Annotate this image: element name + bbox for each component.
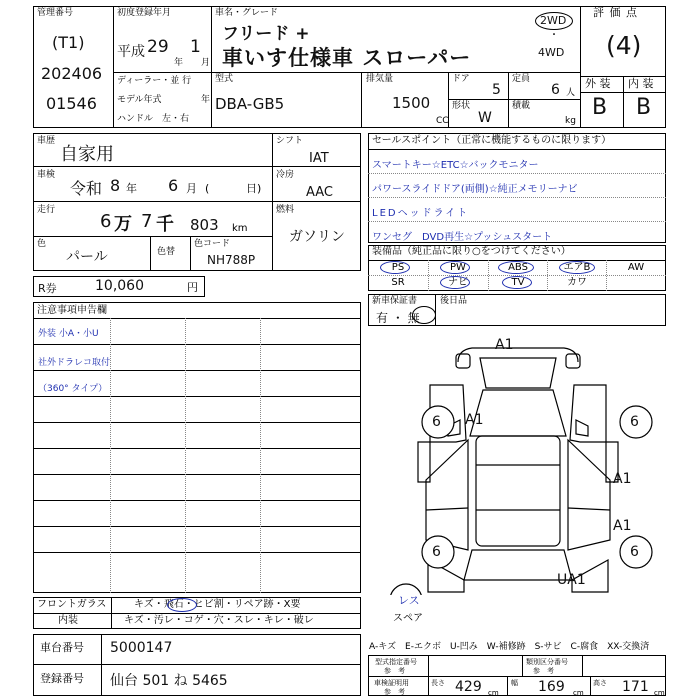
score-value: (4) (606, 31, 642, 60)
car-left-front-tire-area (418, 442, 430, 482)
width-value: 169 (538, 679, 565, 695)
spare-label: スペア (393, 613, 423, 624)
shaken-month: 6 (168, 176, 179, 195)
notes-rule (33, 474, 361, 475)
chassis-value: 5000147 (110, 640, 173, 656)
divider (33, 613, 361, 614)
length-label: 長さ (431, 679, 445, 687)
divider (435, 294, 436, 326)
warranty-value: 有 ・ 無 (376, 311, 420, 325)
tire-value-right-front: 6 (630, 414, 639, 430)
shaken-month-unit: 月 (186, 182, 197, 195)
car-right-mirror (576, 420, 588, 436)
exterior-grade: B (592, 95, 608, 120)
divider (508, 72, 509, 128)
car-right-door-line (568, 508, 610, 510)
tire-value-right-rear: 6 (630, 544, 639, 560)
ac-value: AAC (306, 185, 333, 200)
sales-point-item: ワンセグ DVD再生☆プッシュスタート (372, 232, 553, 243)
first-reg-label: 初度登録年月 (117, 8, 172, 18)
equip-pw: PW (450, 262, 466, 273)
type-label: 型式 (215, 74, 234, 84)
shaken-day-open: ( (205, 182, 210, 195)
month-unit: 月 (201, 58, 211, 68)
history-label: 車歴 (37, 136, 56, 146)
first-reg-year: 29 (147, 37, 169, 57)
equip-leather: カワ (567, 277, 587, 288)
fuel-value: ガソリン (289, 229, 345, 245)
divider (448, 99, 580, 100)
equip-pw-circle (440, 261, 470, 274)
car-diagram (368, 330, 666, 595)
type-cert-label: 型式指定番号 (375, 658, 417, 666)
car-left-side (426, 440, 468, 550)
sales-point-item: LEDヘッドライト (372, 208, 470, 219)
equip-airbag: エアB (563, 262, 591, 273)
displacement-value: 1500 (392, 94, 431, 112)
kanri-label: 管理番号 (37, 8, 74, 18)
notes-guide (110, 318, 111, 593)
car-windshield (470, 390, 566, 436)
color-code-value: NH788P (207, 253, 256, 267)
type-cert-sub: 参 考 (384, 667, 405, 675)
damage-mark-left-front: A1 (465, 412, 484, 428)
cert-sub: 参 考 (384, 688, 405, 696)
reg-value: 仙台 501 ね 5465 (110, 673, 228, 689)
displacement-label: 排気量 (366, 74, 394, 84)
damage-mark-right-door: A1 (613, 471, 632, 487)
kanri-number-1: (T1) (52, 33, 85, 52)
shaken-day-unit: 日) (246, 182, 262, 195)
equip-tv-circle (502, 276, 532, 289)
divider (580, 6, 581, 128)
notes-rule (33, 370, 361, 371)
front-glass-label: フロントガラス (37, 599, 107, 610)
shift-value: IAT (309, 151, 329, 166)
color-value: パール (66, 249, 108, 265)
note-line: 外装 小A・小U (38, 329, 99, 339)
divider (33, 166, 272, 167)
car-grade: 車いす仕様車 スローパー (222, 46, 472, 70)
divider (190, 236, 191, 271)
load-unit: kg (565, 116, 576, 126)
equip-navi: ナビ (448, 277, 468, 288)
mileage-sen-unit: 千 (156, 214, 174, 235)
divider (113, 72, 580, 73)
car-left-door-line (426, 508, 468, 510)
notes-rule (33, 396, 361, 397)
door-label: ドア (452, 74, 470, 84)
note-line: 社外ドラレコ取付 (38, 358, 111, 368)
divider (272, 133, 273, 271)
shift-label: シフト (276, 136, 304, 146)
mileage-label: 走行 (37, 205, 56, 215)
interior-grade: B (636, 95, 652, 120)
r-ken-value: 10,060 (95, 278, 144, 294)
equip-aw: AW (627, 262, 645, 273)
note-line: （360° タイプ） (38, 384, 108, 394)
type-value: DBA-GB5 (215, 95, 285, 113)
mileage-sen: 7 (141, 211, 153, 232)
door-value: 5 (492, 82, 501, 98)
dotted-line (368, 197, 666, 198)
sales-point-item: スマートキー☆ETC☆バックモニター (372, 160, 539, 171)
capacity-value: 6 (551, 82, 560, 98)
divider (361, 72, 362, 128)
width-unit: cm (573, 689, 584, 697)
interior-condition-label: 内装 (58, 615, 78, 626)
divider (368, 149, 666, 150)
height-value: 171 (622, 679, 649, 695)
r-ken-unit: 円 (187, 281, 198, 294)
shape-label: 形状 (452, 101, 471, 111)
color-type-label: 色替 (157, 247, 176, 257)
tire-value-left-front: 6 (432, 414, 441, 430)
front-glass-circle (167, 598, 197, 612)
tire-value-left-rear: 6 (432, 544, 441, 560)
divider (113, 6, 114, 128)
drive-4wd: 4WD (538, 46, 565, 59)
divider (428, 655, 429, 696)
capacity-unit: 人 (566, 88, 576, 98)
warranty-circle (412, 306, 436, 324)
class-label: 類別区分番号 (526, 658, 568, 666)
dealer-label: ディーラー・並 行 (117, 76, 192, 86)
equip-abs: ABS (508, 262, 528, 273)
divider (150, 236, 151, 271)
shaken-era: 令和 (70, 179, 103, 198)
score-label: 評 価 点 (593, 6, 638, 19)
load-label: 積載 (512, 101, 531, 111)
kanri-number-3: 01546 (46, 94, 97, 113)
notes-rule (33, 448, 361, 449)
height-label: 高さ (593, 679, 607, 687)
sales-points-label: セールスポイント（正常に機能するものに限ります） (372, 135, 612, 146)
damage-mark-right-quarter: A1 (613, 518, 632, 534)
damage-mark-rear: UA1 (557, 572, 586, 588)
divider (368, 676, 666, 677)
equip-ps-circle (380, 261, 410, 274)
divider (33, 236, 272, 237)
divider (33, 664, 361, 665)
car-roof (476, 436, 560, 546)
divider (507, 676, 508, 696)
shaken-label: 車検 (37, 170, 56, 180)
car-hood (480, 358, 556, 388)
drive-2wd: 2WD (540, 14, 567, 27)
dotted-line (368, 173, 666, 174)
dotted-line (368, 221, 666, 222)
warranty-label: 新車保証書 (372, 296, 418, 306)
divider (33, 201, 272, 202)
damage-legend: A-キズ E-エクボ U-凹み W-補修跡 S-サビ C-腐食 XX-交換済 (369, 642, 650, 652)
width-label: 幅 (511, 679, 518, 687)
spare-mark: レス (398, 594, 420, 607)
color-label: 色 (37, 239, 47, 249)
height-unit: cm (654, 689, 665, 697)
handle-label: ハンドル 左・右 (117, 114, 190, 124)
notes-rule (33, 552, 361, 553)
divider (211, 6, 212, 128)
divider (582, 655, 583, 676)
color-code-label: 色コード (194, 239, 231, 249)
displacement-unit: CC (436, 116, 449, 126)
notes-rule (33, 344, 361, 345)
exterior-label: 外 装 (585, 77, 611, 90)
kanri-number-2: 202406 (41, 64, 103, 83)
interior-condition-options: キズ・汚レ・コゲ・穴・スレ・キレ・破レ (124, 615, 314, 626)
equip-tv: TV (511, 277, 525, 288)
divider (101, 634, 102, 696)
front-glass-options: キズ・飛石・ヒビ割・リペア跡・X要 (134, 599, 301, 610)
shaken-year: 8 (110, 176, 121, 195)
back-item-label: 後日品 (440, 296, 468, 306)
equip-sr: SR (391, 277, 405, 288)
notes-label: 注意事項申告欄 (37, 305, 107, 316)
first-reg-month: 1 (190, 37, 201, 57)
divider (272, 201, 361, 202)
notes-rule (33, 526, 361, 527)
model-year-unit: 年 (201, 95, 211, 105)
first-reg-era: 平成 (117, 44, 145, 60)
history-value: 自家用 (60, 144, 114, 165)
chassis-label: 車台番号 (40, 641, 84, 654)
car-right-side (568, 440, 610, 550)
mileage-man-unit: 万 (114, 214, 132, 235)
divider (590, 676, 591, 696)
damage-mark-front: A1 (495, 337, 514, 353)
length-unit: cm (488, 689, 499, 697)
capacity-label: 定員 (512, 74, 531, 84)
mileage-rest: 803 (190, 216, 219, 234)
length-value: 429 (455, 679, 482, 695)
notes-rule (33, 500, 361, 501)
notes-rule (33, 422, 361, 423)
car-front-bumper (458, 348, 578, 362)
model-year-label: モデル年式 (117, 95, 162, 105)
fuel-label: 燃料 (276, 205, 295, 215)
equip-airbag-circle (559, 261, 595, 274)
divider (33, 318, 361, 319)
car-name: フリード + (222, 24, 310, 44)
ac-label: 冷房 (276, 170, 295, 180)
class-sub: 参 考 (533, 667, 554, 675)
mileage-man: 6 (100, 211, 112, 232)
car-name-label: 車名・グレード (215, 8, 279, 18)
divider (623, 76, 624, 128)
car-rear-window (464, 550, 572, 580)
interior-label: 内 装 (628, 77, 654, 90)
divider (272, 166, 361, 167)
divider (522, 655, 523, 676)
divider (580, 92, 666, 93)
drive-dot: ・ (549, 30, 559, 41)
reg-label: 登録番号 (40, 672, 84, 685)
notes-guide (260, 318, 261, 593)
equip-abs-circle (498, 261, 534, 274)
notes-guide (185, 318, 186, 593)
equip-ps: PS (391, 262, 405, 273)
shaken-year-unit: 年 (126, 182, 137, 195)
sales-point-item: パワースライドドア(両側)☆純正メモリーナビ (372, 184, 578, 195)
equipment-label: 装備品（純正品に限り○をつけてください） (372, 246, 571, 257)
cert-label: 車検証明用 (374, 679, 409, 687)
equip-navi-circle (440, 276, 470, 289)
mileage-unit: km (232, 223, 248, 234)
r-ken-label: R券 (38, 282, 57, 295)
year-unit: 年 (174, 58, 184, 68)
shape-value: W (478, 110, 492, 126)
